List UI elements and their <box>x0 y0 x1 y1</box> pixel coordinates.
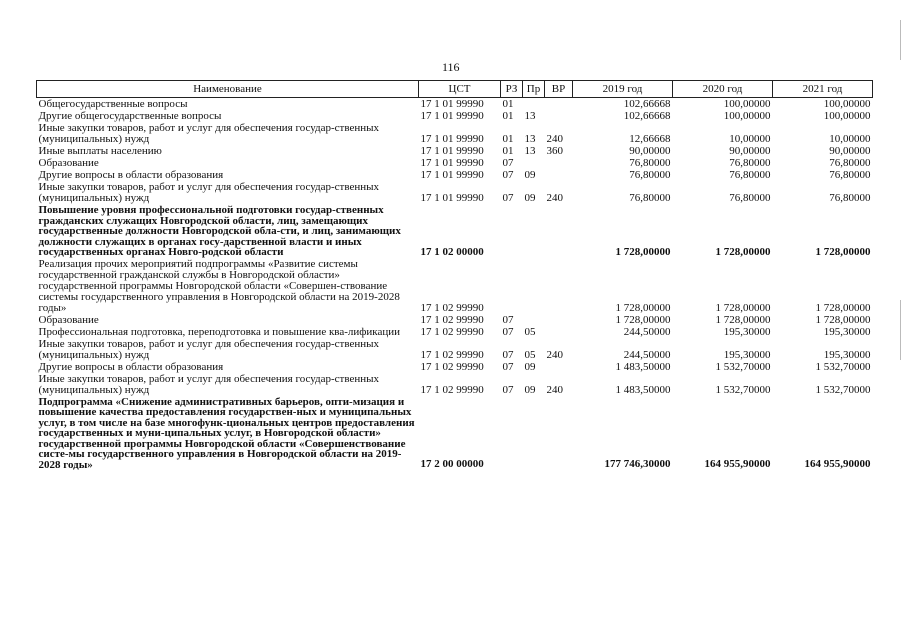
cell-cst: 17 1 01 99990 <box>420 110 484 122</box>
cell-rz: 01 <box>502 98 514 110</box>
table-row <box>37 373 873 396</box>
cell-name: Другие общегосударственные вопросы <box>38 110 222 122</box>
cell-cst: 17 1 02 99990 <box>420 348 484 361</box>
cell-vr <box>545 396 573 471</box>
cell-cst: 17 1 01 99990 <box>420 157 484 169</box>
cell-y2019: 12,66668 <box>629 133 671 145</box>
cell-rz: 07 <box>502 313 514 326</box>
table-row <box>37 181 873 204</box>
cell-cst: 17 1 02 00000 <box>420 245 484 258</box>
cell-pr: 09 <box>524 383 536 396</box>
cell-pr: 13 <box>524 133 536 145</box>
cell-y2020: 76,80000 <box>729 169 771 181</box>
cell-pr: 05 <box>524 325 536 338</box>
col-header-rz: РЗ <box>501 81 523 98</box>
col-header-2021: 2021 год <box>773 81 873 98</box>
cell-y2019: 244,50000 <box>623 348 671 361</box>
cell-y2021: 100,00000 <box>823 110 871 122</box>
cell-cst: 17 1 02 99990 <box>420 383 484 396</box>
cell-rz: 07 <box>502 325 514 338</box>
cell-vr: 240 <box>546 133 563 145</box>
cell-vr <box>545 110 573 122</box>
cell-rz: 01 <box>502 110 514 122</box>
cell-pr <box>523 396 545 471</box>
cell-rz: 07 <box>502 360 514 373</box>
cell-pr: 05 <box>524 348 536 361</box>
cell-name: Иные закупки товаров, работ и услуг для обеспечения государ-ственных (муниципальных) нужд <box>38 181 380 204</box>
cell-y2019: 90,00000 <box>629 145 671 157</box>
table-row <box>37 145 873 157</box>
cell-rz <box>501 204 523 258</box>
cell-cst: 17 2 00 00000 <box>420 458 484 470</box>
scan-edge-mark <box>900 300 901 360</box>
cell-name: Иные выплаты населению <box>38 145 162 157</box>
cell-y2019: 102,66668 <box>623 110 671 122</box>
table-row <box>37 157 873 169</box>
table-body <box>37 98 873 471</box>
cell-y2021: 195,30000 <box>823 348 871 361</box>
cell-rz <box>501 258 523 314</box>
cell-y2019: 76,80000 <box>629 192 671 204</box>
cell-name: Общегосударственные вопросы <box>38 98 188 110</box>
cell-pr: 09 <box>524 360 536 373</box>
cell-cst: 17 1 01 99990 <box>420 192 484 204</box>
cell-name: Образование <box>38 157 99 169</box>
cell-y2019: 244,50000 <box>623 325 671 338</box>
col-header-vr: ВР <box>545 81 573 98</box>
cell-pr <box>523 258 545 314</box>
cell-vr <box>545 204 573 258</box>
cell-rz: 07 <box>502 383 514 396</box>
cell-y2021: 100,00000 <box>823 98 871 110</box>
cell-y2019: 1 728,00000 <box>615 313 671 326</box>
cell-rz: 07 <box>502 192 514 204</box>
scan-edge-mark <box>900 20 901 60</box>
table-row <box>37 258 873 314</box>
cell-cst: 17 1 01 99990 <box>420 145 484 157</box>
cell-y2021: 76,80000 <box>829 169 871 181</box>
table-row <box>37 169 873 181</box>
cell-y2021: 76,80000 <box>829 157 871 169</box>
cell-y2019: 1 483,50000 <box>615 360 671 373</box>
cell-y2020: 195,30000 <box>723 348 771 361</box>
col-header-2020: 2020 год <box>673 81 773 98</box>
table-row <box>37 396 873 471</box>
cell-pr <box>523 98 545 111</box>
cell-vr <box>545 98 573 111</box>
cell-y2020: 1 728,00000 <box>715 245 771 258</box>
cell-vr: 360 <box>546 145 563 157</box>
col-header-name: Наименование <box>37 81 419 98</box>
cell-y2020: 100,00000 <box>723 98 771 110</box>
cell-y2021: 1 728,00000 <box>815 313 871 326</box>
cell-cst: 17 1 02 99990 <box>420 313 484 326</box>
cell-y2020: 1 728,00000 <box>715 301 771 314</box>
cell-y2019: 76,80000 <box>629 169 671 181</box>
cell-y2020: 76,80000 <box>729 192 771 204</box>
cell-y2019: 102,66668 <box>623 98 671 110</box>
cell-y2020: 1 532,70000 <box>715 360 771 373</box>
table-row <box>37 110 873 122</box>
cell-name: Образование <box>38 313 99 326</box>
cell-vr <box>545 157 573 169</box>
table-row <box>37 98 873 111</box>
cell-name: Подпрограмма «Снижение административных барьеров, опти-мизация и повышение качества предоставления государствен-ных и муниципальных услуг, в том числе на базе многофунк-циональных центров предоставления государственных и муни-ципальных услуг, в Новгородской области» государственной программы Новгородской области «Совершенствование систе-мы государственного управления в Новгородской области на 2019-2028 годы» <box>38 395 415 471</box>
cell-y2020: 90,00000 <box>729 145 771 157</box>
cell-y2020: 1 532,70000 <box>715 383 771 396</box>
cell-cst: 17 1 02 99990 <box>420 360 484 373</box>
cell-y2021: 164 955,90000 <box>804 458 871 470</box>
cell-y2019: 1 483,50000 <box>615 383 671 396</box>
cell-rz: 01 <box>502 145 514 157</box>
cell-name: Иные закупки товаров, работ и услуг для обеспечения государ-ственных (муниципальных) нужд <box>38 337 380 361</box>
col-header-cst: ЦСТ <box>419 81 501 98</box>
cell-rz: 01 <box>502 133 514 145</box>
cell-y2020: 195,30000 <box>723 325 771 338</box>
cell-y2021: 1 532,70000 <box>815 383 871 396</box>
cell-y2021: 1 728,00000 <box>815 245 871 258</box>
budget-table <box>36 80 873 470</box>
cell-y2020: 100,00000 <box>723 110 771 122</box>
col-header-pr: Пр <box>523 81 545 98</box>
cell-y2021: 10,00000 <box>829 133 871 145</box>
cell-cst: 17 1 01 99990 <box>420 98 484 110</box>
cell-cst: 17 1 02 99990 <box>420 325 484 338</box>
cell-name: Повышение уровня профессиональной подготовки государ-ственных гражданских служащих Новгородской области, лиц, замещающих государственные должности Новгородской обла-сти, и лиц, занимающих должности служащих в органах госу-дарственной власти и иных государственных органах Новго-родской области <box>38 204 401 258</box>
table-row <box>37 314 873 326</box>
cell-rz: 07 <box>502 348 514 361</box>
cell-vr: 240 <box>546 383 563 396</box>
cell-y2021: 195,30000 <box>823 325 871 338</box>
cell-y2019: 1 728,00000 <box>615 245 671 258</box>
col-header-2019: 2019 год <box>573 81 673 98</box>
cell-pr: 09 <box>524 192 536 204</box>
page-number: 116 <box>442 60 460 74</box>
cell-y2021: 1 532,70000 <box>815 360 871 373</box>
cell-name: Иные закупки товаров, работ и услуг для обеспечения государ-ственных (муниципальных) нужд <box>38 122 380 145</box>
cell-vr <box>545 314 573 326</box>
cell-pr <box>523 314 545 326</box>
cell-cst: 17 1 02 99990 <box>420 301 484 314</box>
cell-rz: 07 <box>502 169 514 181</box>
cell-y2021: 1 728,00000 <box>815 301 871 314</box>
cell-cst: 17 1 01 99990 <box>420 169 484 181</box>
cell-name: Другие вопросы в области образования <box>38 360 224 373</box>
table-row <box>37 204 873 258</box>
cell-pr: 09 <box>524 169 536 181</box>
cell-vr: 240 <box>546 192 563 204</box>
cell-name: Профессиональная подготовка, переподготовка и повышение ква-лификации <box>38 325 400 338</box>
table-row <box>37 326 873 338</box>
cell-rz <box>501 396 523 471</box>
cell-name: Иные закупки товаров, работ и услуг для обеспечения государ-ственных (муниципальных) нужд <box>38 372 380 396</box>
cell-cst: 17 1 01 99990 <box>420 133 484 145</box>
cell-y2020: 76,80000 <box>729 157 771 169</box>
cell-name: Другие вопросы в области образования <box>38 169 224 181</box>
cell-vr <box>545 326 573 338</box>
cell-name: Реализация прочих мероприятий подпрограммы «Развитие системы государственной гражданской службы в Новгородской области» государственной программы Новгородской области «Совершен-ствование системы государственного управления в Новгородской области на 2019-2028 годы» <box>38 257 400 314</box>
cell-pr: 13 <box>524 110 536 122</box>
cell-y2019: 177 746,30000 <box>604 458 671 470</box>
table-row <box>37 361 873 373</box>
cell-y2020: 164 955,90000 <box>704 458 771 470</box>
cell-vr: 240 <box>546 348 563 361</box>
cell-y2020: 10,00000 <box>729 133 771 145</box>
cell-pr: 13 <box>524 145 536 157</box>
cell-vr <box>545 361 573 373</box>
cell-y2021: 90,00000 <box>829 145 871 157</box>
cell-y2019: 1 728,00000 <box>615 301 671 314</box>
cell-pr <box>523 204 545 258</box>
cell-rz: 07 <box>502 157 514 169</box>
cell-vr <box>545 169 573 181</box>
table-row <box>37 122 873 145</box>
table-header-row <box>37 81 873 98</box>
cell-y2019: 76,80000 <box>629 157 671 169</box>
cell-pr <box>523 157 545 169</box>
cell-y2021: 76,80000 <box>829 192 871 204</box>
cell-vr <box>545 258 573 314</box>
table-row <box>37 338 873 361</box>
cell-y2020: 1 728,00000 <box>715 313 771 326</box>
